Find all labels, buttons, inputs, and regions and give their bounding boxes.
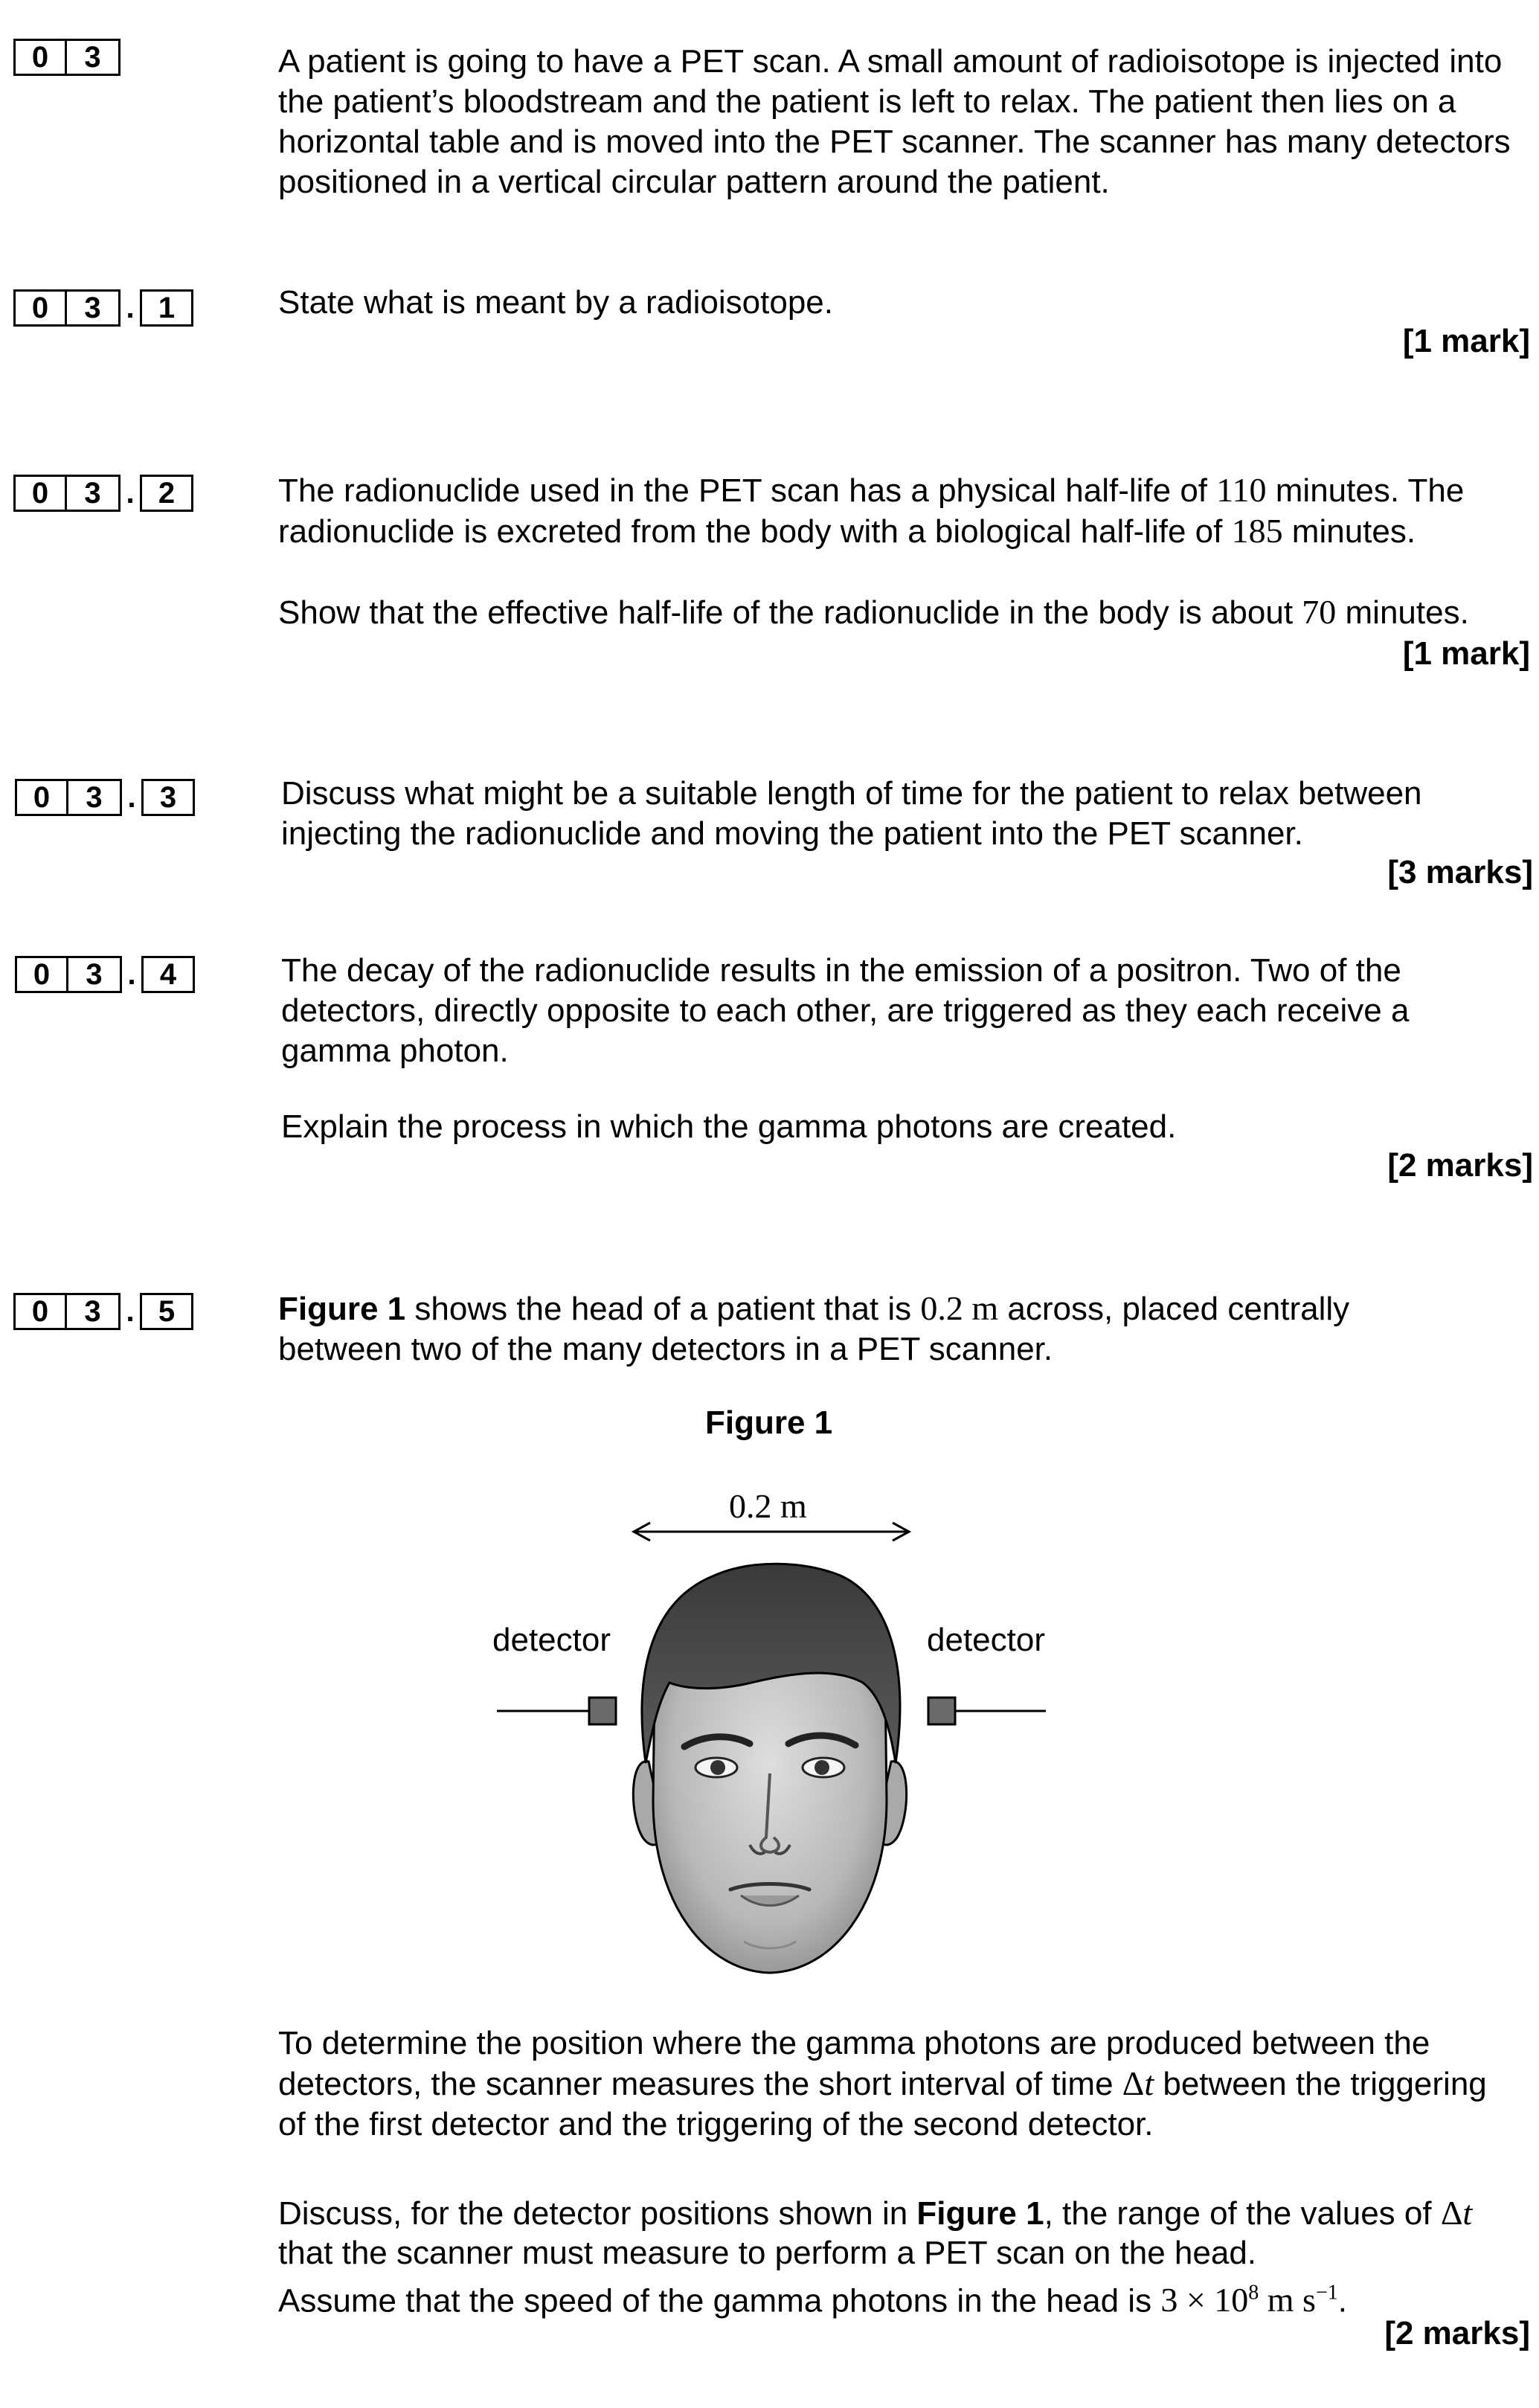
part-digit: 1 xyxy=(140,289,193,327)
part-03-5-marks: [2 marks] xyxy=(1384,2315,1530,2351)
part-digit: 0 xyxy=(13,1293,67,1330)
part-03-5-text-b: To determine the position where the gamma photons are produced between the detectors, the scanner measures the short interval of time Δt between the triggering of the first detector and the triggering of the second detector. xyxy=(278,2025,1487,2142)
part-03-1-marks: [1 mark] xyxy=(1402,323,1530,359)
part-03-4-text-b: Explain the process in which the gamma photons are created. xyxy=(281,1108,1177,1145)
part-03-5-text-d: that the scanner must measure to perform a PET scan on the head. xyxy=(278,2235,1257,2271)
part-03-5-text-c: Discuss, for the detector positions shown in Figure 1, the range of the values of Δt xyxy=(278,2194,1473,2232)
part-digit: 4 xyxy=(141,956,195,993)
part-03-2-marks: [1 mark] xyxy=(1402,635,1530,672)
left-detector xyxy=(497,1698,616,1724)
half-life-physical: 110 xyxy=(1216,471,1267,509)
part-digit: 3 xyxy=(141,779,195,816)
part-number-03-1: 0 3 . 1 xyxy=(13,289,193,327)
head-width-value: 0.2 m xyxy=(920,1289,999,1327)
part-03-2-text-b: Show that the effective half-life of the radionuclide in the body is about 70 minutes. xyxy=(278,593,1469,631)
part-number-03-5: 0 3 . 5 xyxy=(13,1293,193,1330)
delta-t-symbol: Δt xyxy=(1122,2064,1154,2102)
width-dimension-arrow xyxy=(634,1523,909,1541)
patient-head-illustration xyxy=(633,1564,906,1973)
part-digit: 3 xyxy=(67,475,121,512)
part-digit: 3 xyxy=(68,779,122,816)
part-03-1-text: State what is meant by a radioisotope. xyxy=(278,284,833,321)
part-03-4-text-a: The decay of the radionuclide results in the emission of a positron. Two of the detectors, directly opposite to each other, are triggered as they each receive a gamma photon. xyxy=(281,952,1410,1069)
part-digit: 0 xyxy=(13,475,67,512)
part-03-5-text-e: Assume that the speed of the gamma photons in the head is $3 \times 10^8$ m $s^{-1}$. xyxy=(278,2281,1347,2319)
part-number-03-2: 0 3 . 2 xyxy=(13,475,193,512)
part-digit: 5 xyxy=(140,1293,193,1330)
part-digit: 0 xyxy=(13,289,67,327)
part-03-3-text: Discuss what might be a suitable length of time for the patient to relax between injecting the radionuclide and moving the patient into the PET scanner. xyxy=(281,775,1422,852)
question-digit: 3 xyxy=(67,39,121,76)
right-detector-label: detector xyxy=(927,1622,1045,1658)
half-life-effective: 70 xyxy=(1302,593,1337,631)
half-life-biological: 185 xyxy=(1231,512,1283,550)
part-03-2-text-a: The radionuclide used in the PET scan has a physical half-life of 110 minutes. The radionuclide is excreted from the body with a biological half-life of 185 minutes. xyxy=(278,471,1465,550)
part-03-3-marks: [3 marks] xyxy=(1387,854,1533,890)
figure-title: Figure 1 xyxy=(705,1404,833,1441)
gamma-speed-value: $3 \times 10^8$ m $s^{-1}$ xyxy=(1160,2281,1338,2319)
part-digit: 0 xyxy=(15,779,68,816)
part-number-03-4: 0 3 . 4 xyxy=(15,956,195,993)
part-03-5-text-a: Figure 1 shows the head of a patient that is 0.2 m across, placed centrally between two of the many detectors in a PET scanner. xyxy=(278,1289,1350,1367)
right-detector xyxy=(928,1698,1046,1724)
part-03-4-marks: [2 marks] xyxy=(1387,1147,1533,1184)
part-digit: 3 xyxy=(68,956,122,993)
figure-width-label: 0.2 m xyxy=(729,1487,807,1525)
question-intro: A patient is going to have a PET scan. A small amount of radioisotope is injected into the patient’s bloodstream and the patient is left to relax. The patient then lies on a horizontal table and is moved into the PET scanner. The scanner has many detectors positioned in a vertical circular pattern around the patient. xyxy=(278,43,1511,200)
part-digit: 0 xyxy=(15,956,68,993)
part-number-03-3: 0 3 . 3 xyxy=(15,779,195,816)
part-digit: 3 xyxy=(67,289,121,327)
left-detector-label: detector xyxy=(492,1622,611,1658)
delta-t-symbol: Δt xyxy=(1440,2194,1473,2232)
question-digit: 0 xyxy=(13,39,67,76)
part-digit: 2 xyxy=(140,475,193,512)
part-digit: 3 xyxy=(67,1293,121,1330)
